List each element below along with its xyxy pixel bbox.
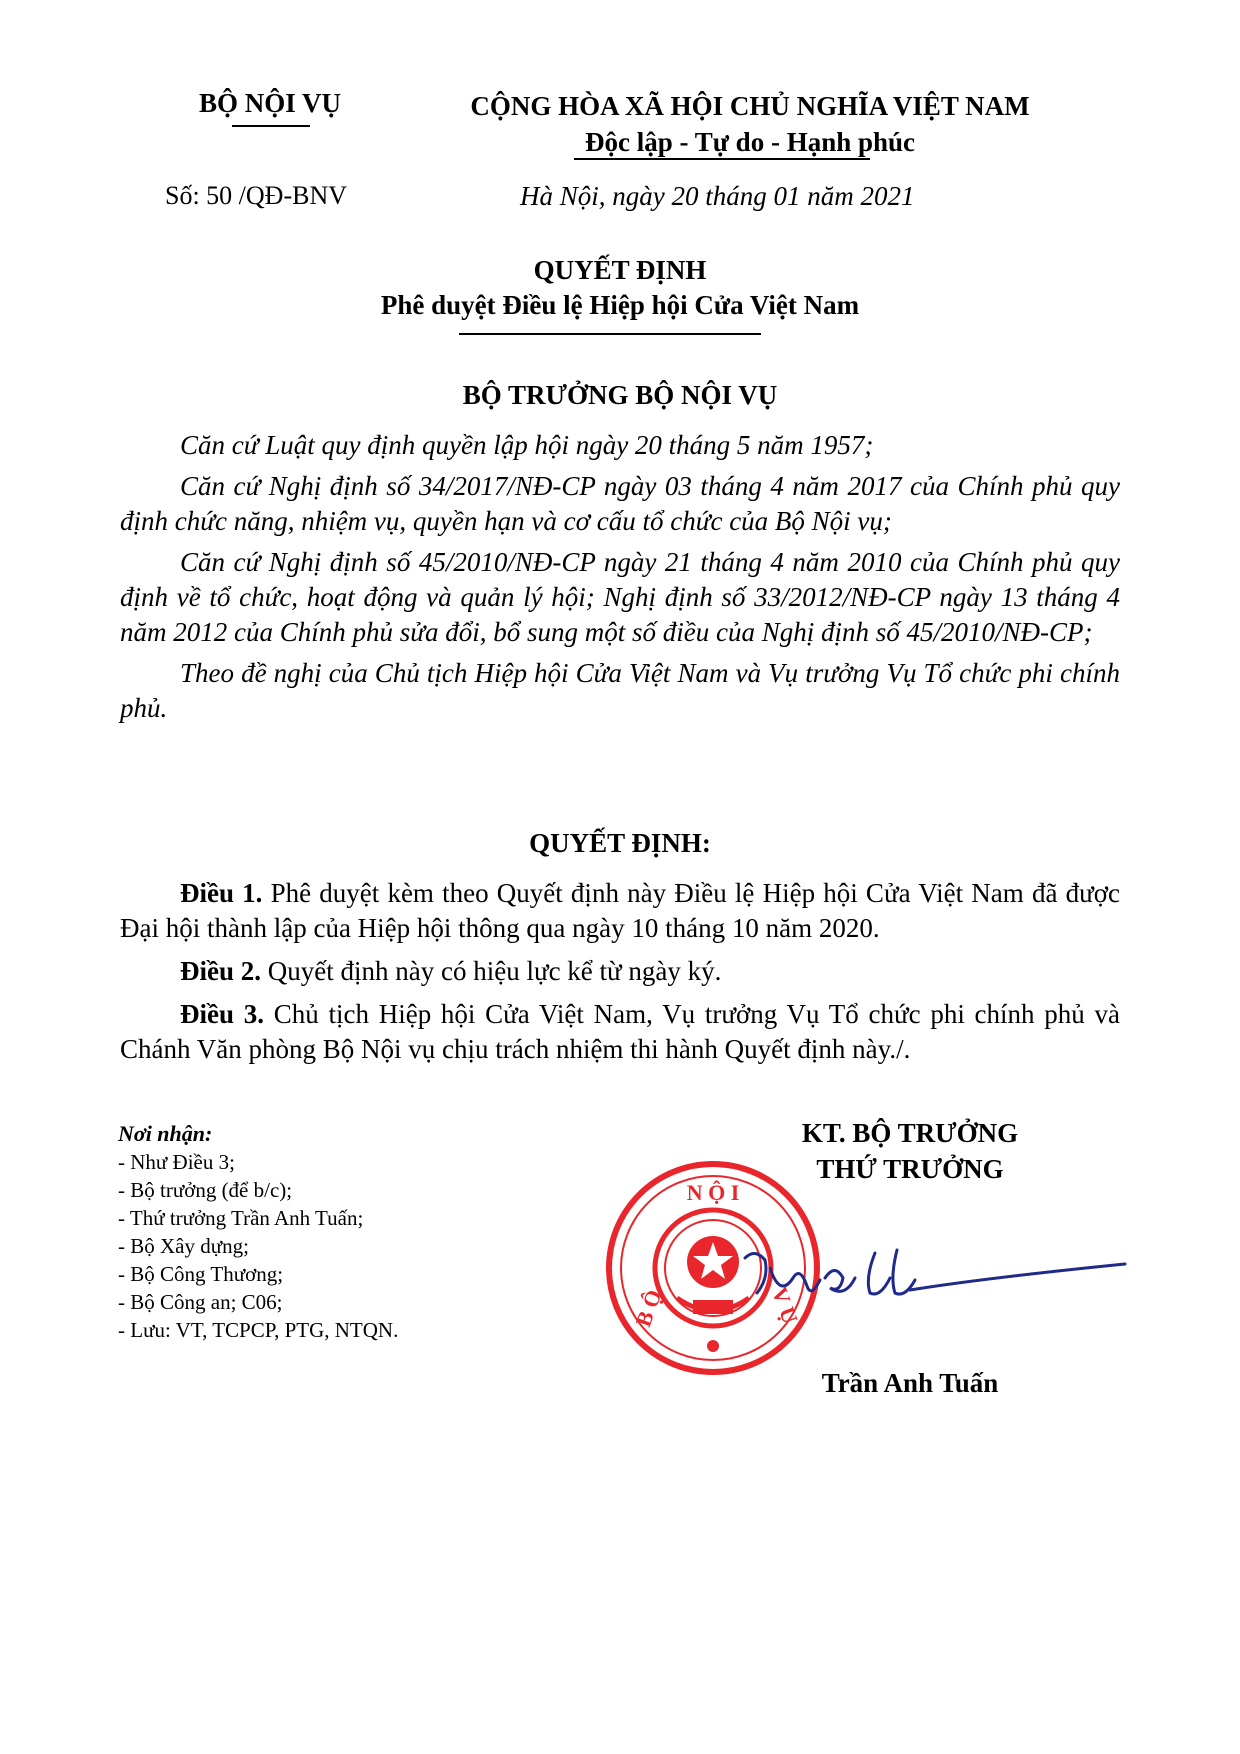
national-header bbox=[440, 88, 1060, 160]
document-number: Số: 50 /QĐ-BNV bbox=[165, 181, 348, 210]
preamble-item: Căn cứ Nghị định số 45/2010/NĐ-CP ngày 21 tháng 4 năm 2010 của Chính phủ quy định về tổ chức, hoạt động và quản lý hội; Nghị định số 33/2012/NĐ-CP ngày 13 tháng 4 năm 2012 của Chính phủ sửa đổi, bổ sung một số điều của Nghị định số 45/2010/NĐ-CP; bbox=[120, 547, 1120, 647]
recipients-label: Nơi nhận: bbox=[118, 1121, 213, 1146]
preamble-item: Căn cứ Luật quy định quyền lập hội ngày 20 tháng 5 năm 1957; bbox=[180, 430, 874, 460]
article-text: Phê duyệt kèm theo Quyết định này Điều lệ Hiệp hội Cửa Việt Nam đã được Đại hội thành lập của Hiệp hội thông qua ngày 10 tháng 10 năm 2020. bbox=[120, 878, 1121, 943]
handwritten-signature-icon bbox=[725, 1238, 1135, 1318]
national-motto: Độc lập - Tự do - Hạnh phúc bbox=[584, 127, 916, 157]
decision-heading: QUYẾT ĐỊNH: bbox=[529, 828, 711, 858]
article-label: Điều 2. bbox=[180, 956, 261, 986]
country-name: CỘNG HÒA XÃ HỘI CHỦ NGHĨA VIỆT NAM bbox=[470, 91, 1030, 121]
document-title: QUYẾT ĐỊNH bbox=[533, 255, 707, 285]
preamble-item: Theo đề nghị của Chủ tịch Hiệp hội Cửa Việt Nam và Vụ trưởng Vụ Tổ chức phi chính phủ. bbox=[120, 658, 1120, 723]
recipient-item: - Bộ Công an; C06; bbox=[118, 1290, 283, 1314]
article bbox=[120, 954, 1120, 989]
preamble bbox=[120, 428, 1120, 726]
agency-underline bbox=[232, 125, 310, 127]
place-date: Hà Nội, ngày 20 tháng 01 năm 2021 bbox=[520, 181, 915, 211]
motto-underline bbox=[574, 158, 870, 160]
signer-title-2: THỨ TRƯỞNG bbox=[816, 1154, 1004, 1184]
article-label: Điều 3. bbox=[180, 999, 264, 1029]
recipient-item: - Thứ trưởng Trần Anh Tuấn; bbox=[118, 1206, 364, 1230]
preamble-item: Căn cứ Nghị định số 34/2017/NĐ-CP ngày 03 tháng 4 năm 2017 của Chính phủ quy định chức năng, nhiệm vụ, quyền hạn và cơ cấu tổ chức của Bộ Nội vụ; bbox=[120, 471, 1120, 536]
articles bbox=[120, 876, 1120, 1075]
recipient-item: - Bộ Công Thương; bbox=[118, 1262, 284, 1286]
article-text: Chủ tịch Hiệp hội Cửa Việt Nam, Vụ trưởng Vụ Tổ chức phi chính phủ và Chánh Văn phòng Bộ Nội vụ chịu trách nhiệm thi hành Quyết định này./. bbox=[120, 999, 1120, 1064]
recipient-item: - Bộ Xây dựng; bbox=[118, 1234, 249, 1258]
recipient-item: - Lưu: VT, TCPCP, PTG, NTQN. bbox=[118, 1318, 399, 1342]
recipient-item: - Như Điều 3; bbox=[118, 1150, 235, 1174]
title-underline bbox=[459, 333, 761, 335]
signer-title-1: KT. BỘ TRƯỞNG bbox=[801, 1118, 1019, 1148]
recipient-item: - Bộ trưởng (để b/c); bbox=[118, 1178, 293, 1202]
article bbox=[120, 876, 1120, 946]
signer-name: Trần Anh Tuấn bbox=[821, 1368, 999, 1398]
article bbox=[120, 997, 1120, 1067]
issuing-authority: BỘ TRƯỞNG BỘ NỘI VỤ bbox=[462, 380, 778, 410]
svg-text:N Ộ I: N Ộ I bbox=[686, 1180, 740, 1205]
svg-text:B Ộ: B Ộ bbox=[630, 1286, 667, 1330]
issuing-agency: BỘ NỘI VỤ bbox=[198, 88, 342, 118]
recipients-block bbox=[118, 1120, 398, 1344]
document-subtitle: Phê duyệt Điều lệ Hiệp hội Cửa Việt Nam bbox=[380, 290, 860, 320]
svg-text:V Ụ: V Ụ bbox=[766, 1283, 804, 1328]
article-label: Điều 1. bbox=[180, 878, 263, 908]
article-text: Quyết định này có hiệu lực kể từ ngày ký. bbox=[261, 956, 722, 986]
